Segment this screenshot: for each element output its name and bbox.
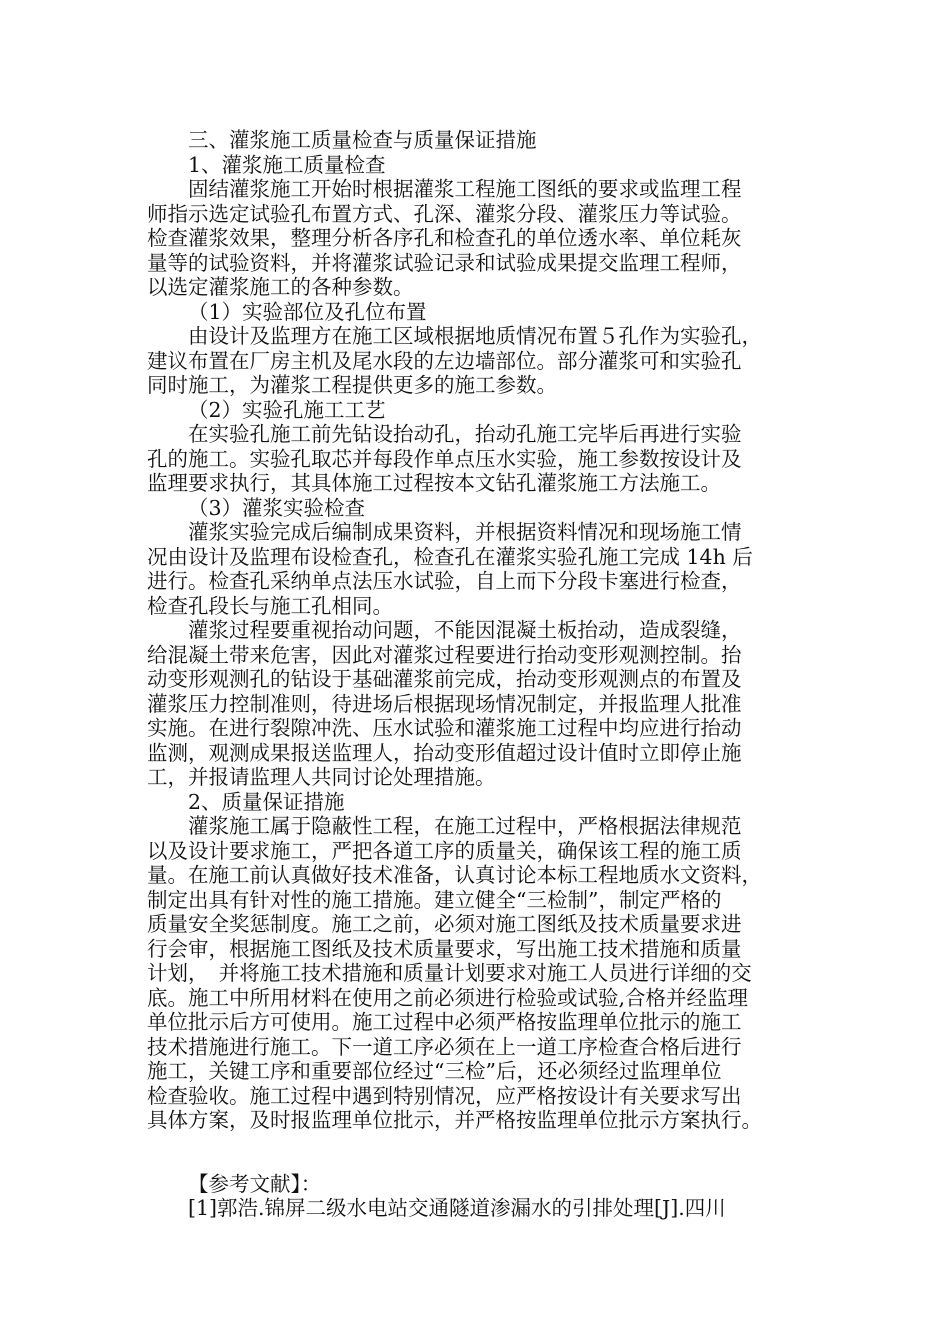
text-line: 量等的试验资料，并将灌浆试验记录和试验成果提交监理工程师， bbox=[147, 250, 742, 275]
text-line: 以选定灌浆施工的各种参数。 bbox=[147, 275, 414, 299]
text-line: 单位批示后方可使用。施工过程中必须严格按监理单位批示的施工 bbox=[147, 1010, 742, 1034]
text-line: 固结灌浆施工开始时根据灌浆工程施工图纸的要求或监理工程 bbox=[188, 177, 742, 201]
text-line: 量。在施工前认真做好技术准备，认真讨论本标工程地质水文资料， bbox=[147, 863, 762, 887]
text-line: 计划， 并将施工技术措施和质量计划要求对施工人员进行详细的交 bbox=[147, 961, 752, 985]
text-line: 质量安全奖惩制度。施工之前，必须对施工图纸及技术质量要求进 bbox=[147, 912, 742, 936]
text-line: （1）实验部位及孔位布置 bbox=[188, 299, 427, 324]
text-line: 动变形观测孔的钻设于基础灌浆前完成，抬动变形观测点的布置及 bbox=[147, 667, 742, 691]
text-line: 灌浆过程要重视抬动问题，不能因混凝土板抬动，造成裂缝， bbox=[188, 618, 742, 642]
text-line: （2）实验孔施工工艺 bbox=[188, 397, 386, 422]
text-line: 由设计及监理方在施工区域根据地质情况布置５孔作为实验孔， bbox=[188, 324, 762, 348]
text-line: 2、质量保证措施 bbox=[188, 789, 345, 814]
text-line: 灌浆压力控制准则，待进场后根据现场情况制定，并报监理人批准 bbox=[147, 691, 742, 716]
text-line: 技术措施进行施工。下一道工序必须在上一道工序检查合格后进行 bbox=[147, 1034, 742, 1059]
text-line: 况由设计及监理布设检查孔，检查孔在灌浆实验孔施工完成 14h 后 bbox=[147, 544, 753, 569]
text-line: 制定出具有针对性的施工措施。建立健全“三检制”，制定严格的 bbox=[147, 887, 722, 912]
text-line: 以及设计要求施工，严把各道工序的质量关，确保该工程的施工质 bbox=[147, 838, 742, 863]
text-line: 实施。在进行裂隙冲洗、压水试验和灌浆施工过程中均应进行抬动 bbox=[147, 716, 742, 740]
text-line: 行会审，根据施工图纸及技术质量要求，写出施工技术措施和质量 bbox=[147, 936, 742, 961]
text-line: 同时施工，为灌浆工程提供更多的施工参数。 bbox=[147, 373, 557, 397]
text-line: 1、灌浆施工质量检查 bbox=[188, 152, 386, 177]
text-line: 监测，观测成果报送监理人，抬动变形值超过设计值时立即停止施 bbox=[147, 740, 742, 765]
text-line: 在实验孔施工前先钻设抬动孔，抬动孔施工完毕后再进行实验 bbox=[188, 422, 742, 446]
text-line: 孔的施工。实验孔取芯并每段作单点压水实验，施工参数按设计及 bbox=[147, 446, 742, 471]
references-heading: 【参考文献】： bbox=[188, 1172, 322, 1196]
text-line: 师指示选定试验孔布置方式、孔深、灌浆分段、灌浆压力等试验。 bbox=[147, 201, 742, 226]
text-line: 底。施工中所用材料在使用之前必须进行检验或试验,合格并经监理 bbox=[147, 985, 749, 1010]
text-line: 检查灌浆效果，整理分析各序孔和检查孔的单位透水率、单位耗灰 bbox=[147, 226, 742, 250]
reference-item: [1]郭浩.锦屏二级水电站交通隧道渗漏水的引排处理[J].四川 bbox=[188, 1196, 726, 1220]
text-line: 进行。检查孔采纳单点法压水试验，自上而下分段卡塞进行检查， bbox=[147, 569, 742, 593]
text-line: 给混凝土带来危害，因此对灌浆过程要进行抬动变形观测控制。抬 bbox=[147, 642, 742, 667]
text-line: 灌浆施工属于隐蔽性工程，在施工过程中，严格根据法律规范 bbox=[188, 814, 742, 838]
text-line: （3）灌浆实验检查 bbox=[188, 495, 366, 520]
text-line: 检查孔段长与施工孔相同。 bbox=[147, 593, 393, 618]
text-line: 灌浆实验完成后编制成果资料，并根据资料情况和现场施工情 bbox=[188, 520, 742, 544]
text-line: 监理要求执行，其具体施工过程按本文钻孔灌浆施工方法施工。 bbox=[147, 471, 721, 495]
text-line: 工，并报请监理人共同讨论处理措施。 bbox=[147, 765, 496, 789]
text-line: 具体方案，及时报监理单位批示，并严格按监理单位批示方案执行。 bbox=[147, 1108, 762, 1132]
text-line: 施工，关键工序和重要部位经过“三检”后，还必须经过监理单位 bbox=[147, 1059, 722, 1083]
text-line: 三、灌浆施工质量检查与质量保证措施 bbox=[188, 128, 537, 152]
text-line: 检查验收。施工过程中遇到特别情况，应严格按设计有关要求写出 bbox=[147, 1083, 742, 1108]
text-line: 建议布置在厂房主机及尾水段的左边墙部位。部分灌浆可和实验孔 bbox=[147, 348, 742, 373]
